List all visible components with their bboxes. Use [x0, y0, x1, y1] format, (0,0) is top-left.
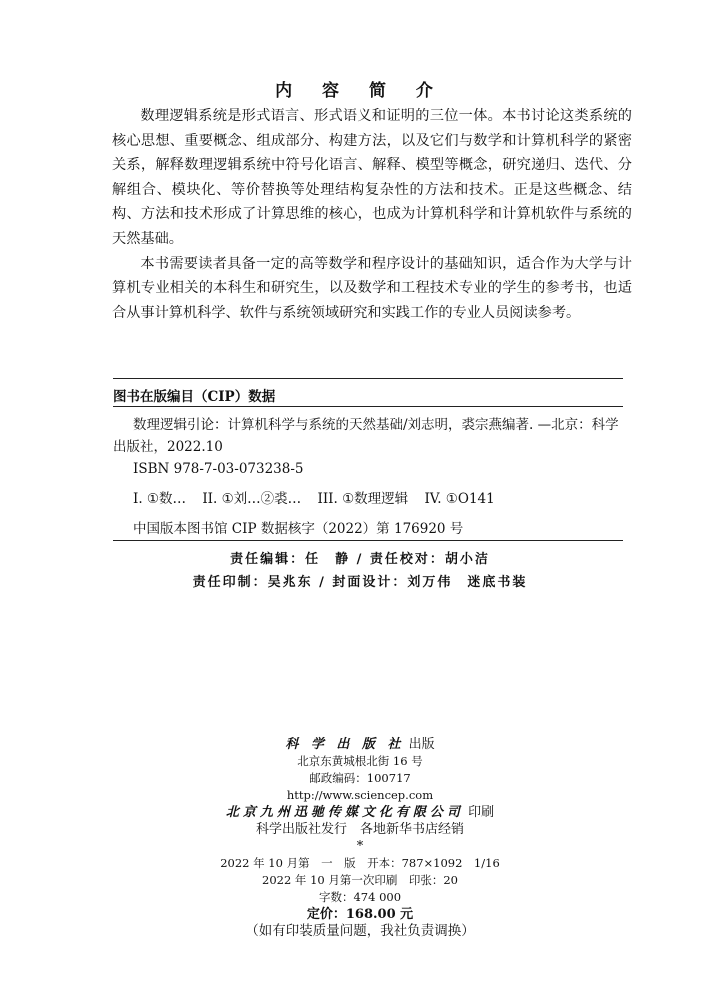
printer-suffix: 印刷 [468, 805, 495, 820]
cip-class-1: I. ①数… [133, 491, 187, 507]
publisher-name: 科 学 出 版 社 [285, 737, 405, 752]
publisher-website: http://www.sciencep.com [286, 788, 434, 802]
publisher-address: 北京东黄城根北街 16 号 [297, 754, 423, 768]
page-title: 内 容 简 介 [275, 81, 445, 101]
cip-bottom-rule [113, 540, 623, 541]
editors-line-1: 责任编辑：任 静 / 责任校对：胡小洁 [230, 552, 490, 567]
cip-class-2: II. ①刘…②裘… [202, 491, 302, 507]
cip-record [113, 414, 623, 540]
edition-line: 2022 年 10 月第 一 版 开本：787×1092 1/16 [220, 856, 500, 870]
quality-note: （如有印装质量问题，我社负责调换） [245, 923, 475, 939]
printer-line [0, 804, 720, 821]
publisher-suffix: 出版 [408, 737, 435, 752]
intro-paragraph-2: 本书需要读者具备一定的高等数学和程序设计的基础知识，适合作为大学与计算机专业相关的本科生和研究生，以及数学和工程技术专业的学生的参考书，也适合从事计算机科学、软件与系统领域研究和实践工作的专业人员阅读参考。 [112, 255, 632, 321]
printer-name: 北京九州迅驰传媒文化有限公司 [225, 805, 464, 820]
distribution-line: 科学出版社发行 各地新华书店经销 [255, 822, 464, 837]
intro-section [112, 104, 632, 325]
printing-line: 2022 年 10 月第一次印刷 印张：20 [262, 873, 458, 887]
cip-citation: 数理逻辑引论：计算机科学与系统的天然基础/刘志明，裘宗燕编著. —北京：科学出版社，2022.10 [113, 417, 619, 455]
separator-star: * [356, 839, 364, 854]
cip-top-rule [113, 378, 623, 379]
editors-line-2: 责任印制：吴兆东 / 封面设计：刘万伟 迷底书装 [192, 575, 528, 590]
cip-classification [113, 488, 623, 510]
cip-heading-rule [113, 406, 623, 407]
publisher-line [0, 736, 720, 753]
price: 定价：168.00 元 [306, 907, 414, 922]
cip-heading: 图书在版编目（CIP）数据 [113, 389, 276, 405]
cip-number: 中国版本图书馆 CIP 数据核字（2022）第 176920 号 [133, 521, 464, 537]
cip-isbn: ISBN 978-7-03-073238-5 [133, 461, 304, 477]
word-count: 字数：474 000 [318, 890, 402, 904]
cip-class-3: III. ①数理逻辑 [317, 491, 409, 507]
intro-paragraph-1: 数理逻辑系统是形式语言、形式语义和证明的三位一体。本书讨论这类系统的核心思想、重要概念、组成部分、构建方法，以及它们与数学和计算机科学的紧密关系，解释数理逻辑系统中符号化语言、解释、模型等概念，研究递归、迭代、分解组合、模块化、等价替换等处理结构复杂性的方法和技术。正是这些概念、结构、方法和技术形成了计算思维的核心，也成为计算机科学和计算机软件与系统的天然基础。 [112, 108, 632, 247]
publication-info [0, 736, 720, 940]
publisher-postcode: 邮政编码：100717 [309, 771, 411, 785]
cip-class-4: IV. ①O141 [424, 491, 495, 507]
